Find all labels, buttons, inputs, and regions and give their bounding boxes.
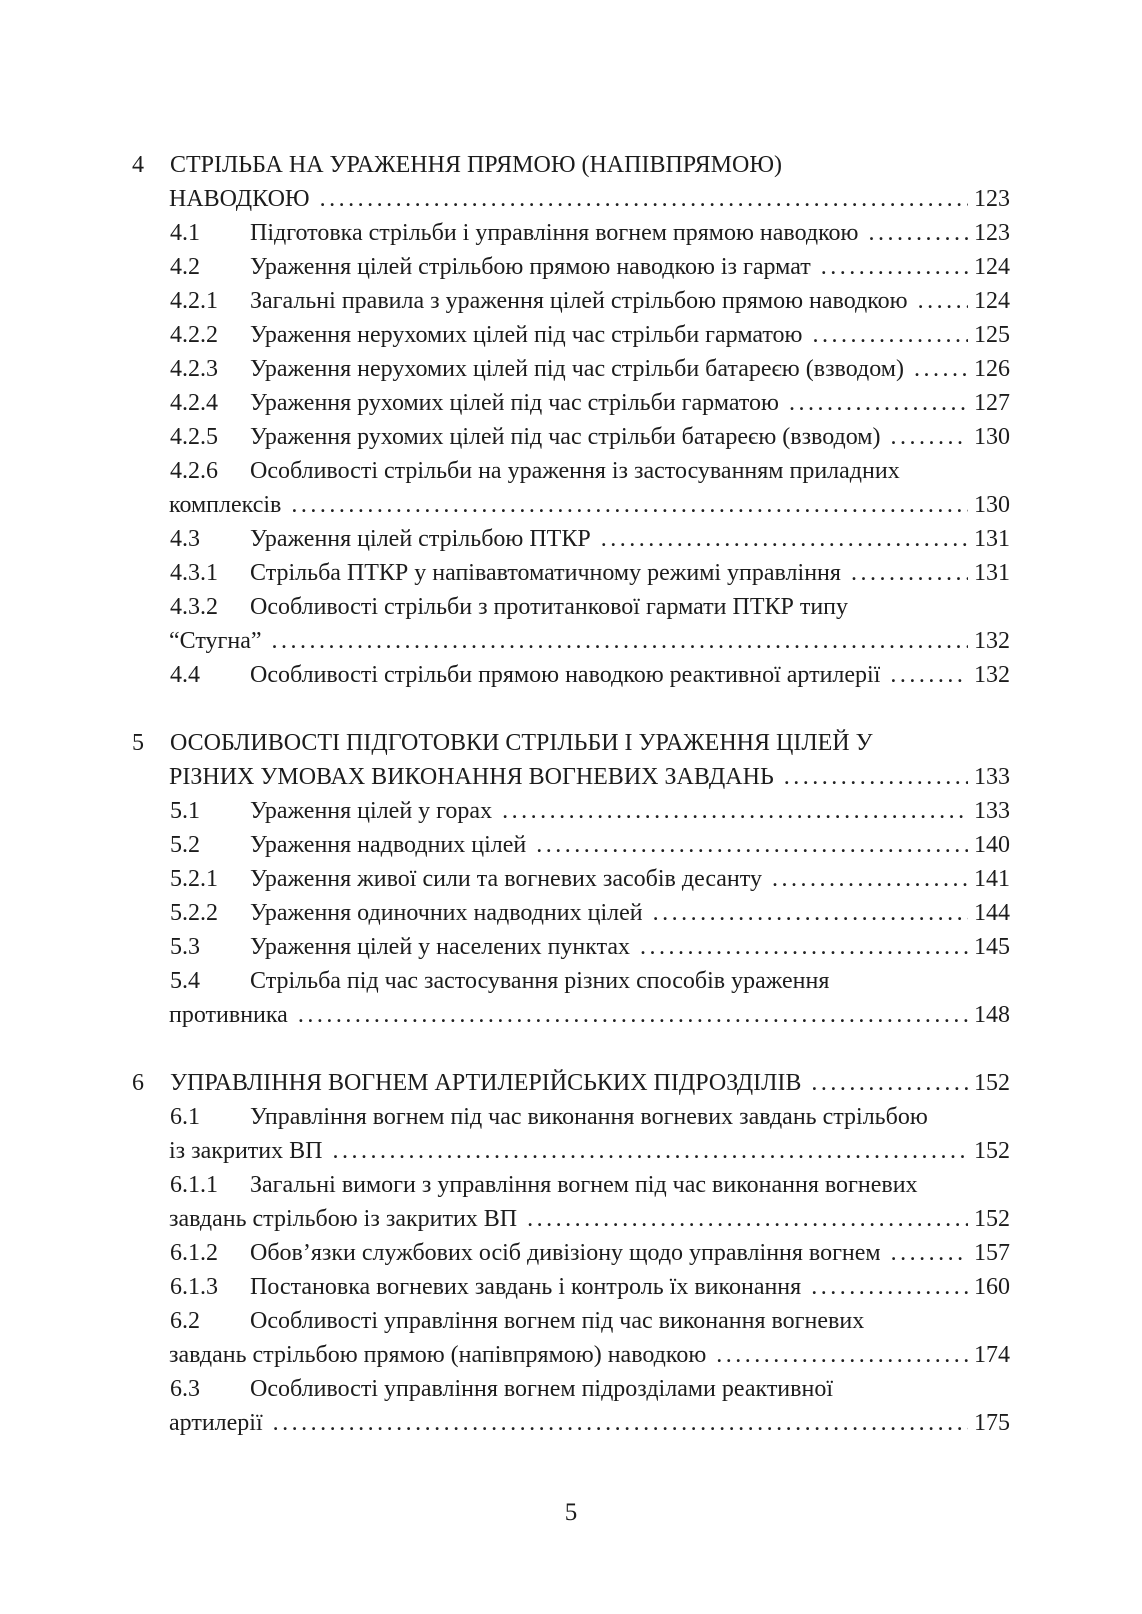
toc-line (132, 1134, 1010, 1168)
dot-leader (784, 760, 968, 794)
dot-leader (640, 930, 968, 964)
toc-line (132, 964, 1010, 998)
toc-line (132, 760, 1010, 794)
toc-entry-title: завдань стрільбою прямою (напівпрямою) наводкою (169, 1342, 707, 1368)
toc-line (132, 862, 1010, 896)
dot-leader (868, 216, 968, 250)
toc-entry-page: 157 (974, 1240, 1010, 1266)
toc-entry-title: Загальні вимоги з управління вогнем під час виконання вогневих (250, 1172, 918, 1198)
toc-line (132, 1338, 1010, 1372)
toc-entry-page: 152 (974, 1206, 1010, 1232)
toc-line (132, 590, 1010, 624)
toc-entry-number: 4.1 (170, 220, 200, 246)
toc-entry-page: 148 (974, 1002, 1010, 1028)
dot-leader (890, 420, 968, 454)
toc-entry-title: Ураження живої сили та вогневих засобів десанту (250, 866, 762, 892)
dot-leader (320, 182, 968, 216)
table-of-contents (132, 148, 1010, 1440)
toc-entry-number: 6.2 (170, 1308, 200, 1334)
toc-entry-title: Особливості стрільби з протитанкової гармати ПТКР типу (250, 594, 849, 620)
toc-entry-page: 123 (974, 220, 1010, 246)
toc-entry-title: Підготовка стрільби і управління вогнем прямою наводкою (250, 220, 859, 246)
toc-line (132, 1202, 1010, 1236)
toc-entry-title: комплексів (169, 492, 282, 518)
toc-entry-number: 6.1 (170, 1104, 200, 1130)
toc-line (132, 1236, 1010, 1270)
toc-entry-number: 4.2.2 (170, 322, 218, 348)
toc-line (132, 522, 1010, 556)
dot-leader (914, 352, 968, 386)
toc-line (132, 1100, 1010, 1134)
dot-leader (527, 1202, 968, 1236)
toc-entry-number: 5.3 (170, 934, 200, 960)
dot-leader (273, 1406, 968, 1440)
dot-leader (601, 522, 968, 556)
toc-line (132, 726, 1010, 760)
toc-entry-title: Ураження рухомих цілей під час стрільби гарматою (250, 390, 779, 416)
toc-entry-number: 5.1 (170, 798, 200, 824)
toc-entry-page: 152 (974, 1070, 1010, 1096)
page-footer (0, 1496, 1142, 1530)
toc-entry-page: 131 (974, 526, 1010, 552)
toc-entry-number: 6.3 (170, 1376, 200, 1402)
toc-line (132, 828, 1010, 862)
toc-entry-number: 4.2 (170, 254, 200, 280)
toc-entry-number: 5.4 (170, 968, 200, 994)
toc-entry-title: із закритих ВП (169, 1138, 323, 1164)
toc-line (132, 420, 1010, 454)
dot-leader (653, 896, 968, 930)
toc-line (132, 1304, 1010, 1338)
toc-entry-title: артилерії (169, 1410, 263, 1436)
toc-entry-number: 6.1.2 (170, 1240, 218, 1266)
toc-entry-page: 124 (974, 254, 1010, 280)
toc-entry-title: Ураження надводних цілей (250, 832, 527, 858)
toc-line (132, 216, 1010, 250)
dot-leader (851, 556, 968, 590)
toc-entry-number: 5.2.2 (170, 900, 218, 926)
toc-entry-title: Ураження цілей у населених пунктах (250, 934, 631, 960)
toc-entry-title: Ураження цілей у горах (250, 798, 493, 824)
toc-entry-page: 132 (974, 628, 1010, 654)
dot-leader (772, 862, 968, 896)
toc-entry-page: 127 (974, 390, 1010, 416)
toc-entry-page: 145 (974, 934, 1010, 960)
dot-leader (332, 1134, 968, 1168)
toc-entry-page: 131 (974, 560, 1010, 586)
folio-page-number: 5 (564, 1499, 578, 1526)
toc-entry-title: СТРІЛЬБА НА УРАЖЕННЯ ПРЯМОЮ (НАПІВПРЯМОЮ) (170, 152, 782, 178)
toc-entry-title: Загальні правила з ураження цілей стрільбою прямою наводкою (250, 288, 908, 314)
dot-leader (811, 1270, 968, 1304)
toc-line (132, 352, 1010, 386)
toc-line (132, 284, 1010, 318)
toc-entry-page: 174 (974, 1342, 1010, 1368)
toc-entry-number: 6.1.1 (170, 1172, 218, 1198)
toc-line (132, 998, 1010, 1032)
toc-line (132, 454, 1010, 488)
toc-entry-title: “Стугна” (169, 628, 262, 654)
toc-entry-number: 5.2.1 (170, 866, 218, 892)
toc-entry-title: ОСОБЛИВОСТІ ПІДГОТОВКИ СТРІЛЬБИ І УРАЖЕННЯ ЦІЛЕЙ У (170, 730, 873, 756)
toc-entry-title: Особливості стрільби прямою наводкою реактивної артилерії (250, 662, 881, 688)
toc-entry-title: Постановка вогневих завдань і контроль їх виконання (250, 1274, 802, 1300)
toc-entry-title: Особливості управління вогнем під час виконання вогневих (250, 1308, 865, 1334)
toc-entry-title: НАВОДКОЮ (169, 186, 310, 212)
toc-line (132, 624, 1010, 658)
toc-entry-page: 126 (974, 356, 1010, 382)
toc-entry-title: Ураження рухомих цілей під час стрільби батареєю (взводом) (250, 424, 881, 450)
toc-entry-number: 6.1.3 (170, 1274, 218, 1300)
toc-entry-title: завдань стрільбою із закритих ВП (169, 1206, 518, 1232)
toc-entry-title: Особливості стрільби на ураження із застосуванням приладних (250, 458, 900, 484)
toc-line (132, 250, 1010, 284)
toc-entry-page: 152 (974, 1138, 1010, 1164)
dot-leader (298, 998, 968, 1032)
dot-leader (811, 1066, 968, 1100)
toc-entry-number: 4.3.1 (170, 560, 218, 586)
toc-entry-page: 133 (974, 764, 1010, 790)
toc-entry-number: 4.4 (170, 662, 200, 688)
toc-line (132, 1372, 1010, 1406)
toc-entry-title: противника (169, 1002, 288, 1028)
toc-entry-title: Стрільба ПТКР у напівавтоматичному режимі управління (250, 560, 841, 586)
dot-leader (821, 250, 968, 284)
toc-entry-page: 160 (974, 1274, 1010, 1300)
toc-entry-number: 5 (132, 730, 144, 756)
toc-entry-page: 125 (974, 322, 1010, 348)
toc-line (132, 1066, 1010, 1100)
dot-leader (536, 828, 968, 862)
toc-entry-page: 130 (974, 492, 1010, 518)
toc-entry-title: Обов’язки службових осіб дивізіону щодо управління вогнем (250, 1240, 881, 1266)
toc-entry-number: 4.2.1 (170, 288, 218, 314)
toc-entry-title: Ураження цілей стрільбою ПТКР (250, 526, 591, 552)
toc-entry-title: РІЗНИХ УМОВАХ ВИКОНАННЯ ВОГНЕВИХ ЗАВДАНЬ (169, 764, 774, 790)
toc-entry-title: Управління вогнем під час виконання вогневих завдань стрільбою (250, 1104, 928, 1130)
toc-line (132, 556, 1010, 590)
dot-leader (890, 658, 968, 692)
toc-line (132, 930, 1010, 964)
dot-leader (502, 794, 968, 828)
toc-line (132, 1168, 1010, 1202)
toc-line (132, 1270, 1010, 1304)
toc-entry-title: УПРАВЛІННЯ ВОГНЕМ АРТИЛЕРІЙСЬКИХ ПІДРОЗДІЛІВ (170, 1070, 802, 1096)
dot-leader (291, 488, 968, 522)
toc-line (132, 488, 1010, 522)
toc-entry-number: 4.2.4 (170, 390, 218, 416)
toc-entry-page: 141 (974, 866, 1010, 892)
toc-entry-number: 4 (132, 152, 144, 178)
toc-line (132, 182, 1010, 216)
toc-entry-title: Стрільба під час застосування різних способів ураження (250, 968, 830, 994)
dot-leader (812, 318, 968, 352)
dot-leader (789, 386, 968, 420)
toc-entry-title: Ураження цілей стрільбою прямою наводкою із гармат (250, 254, 811, 280)
dot-leader (716, 1338, 968, 1372)
toc-entry-page: 133 (974, 798, 1010, 824)
toc-entry-page: 140 (974, 832, 1010, 858)
toc-line (132, 386, 1010, 420)
toc-entry-number: 4.3.2 (170, 594, 218, 620)
toc-line (132, 896, 1010, 930)
toc-entry-number: 4.3 (170, 526, 200, 552)
toc-entry-number: 5.2 (170, 832, 200, 858)
toc-entry-page: 132 (974, 662, 1010, 688)
toc-entry-title: Ураження нерухомих цілей під час стрільби гарматою (250, 322, 803, 348)
toc-entry-number: 4.2.5 (170, 424, 218, 450)
toc-entry-number: 6 (132, 1070, 144, 1096)
toc-entry-title: Особливості управління вогнем підрозділами реактивної (250, 1376, 833, 1402)
dot-leader (918, 284, 968, 318)
toc-entry-page: 175 (974, 1410, 1010, 1436)
toc-entry-number: 4.2.6 (170, 458, 218, 484)
dot-leader (272, 624, 968, 658)
toc-entry-title: Ураження одиночних надводних цілей (250, 900, 643, 926)
toc-line (132, 1406, 1010, 1440)
toc-line (132, 794, 1010, 828)
toc-entry-number: 4.2.3 (170, 356, 218, 382)
toc-line (132, 658, 1010, 692)
toc-entry-page: 130 (974, 424, 1010, 450)
toc-entry-page: 123 (974, 186, 1010, 212)
toc-entry-page: 144 (974, 900, 1010, 926)
toc-line (132, 318, 1010, 352)
dot-leader (891, 1236, 968, 1270)
toc-line (132, 148, 1010, 182)
toc-entry-title: Ураження нерухомих цілей під час стрільби батареєю (взводом) (250, 356, 904, 382)
toc-entry-page: 124 (974, 288, 1010, 314)
